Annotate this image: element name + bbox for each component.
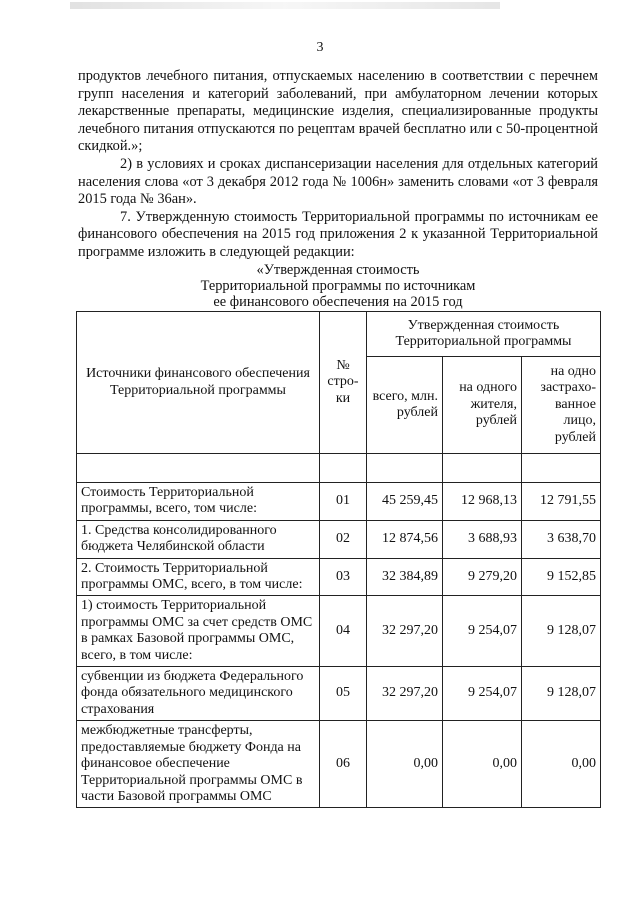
header-per-resident: на одного жителя, рублей <box>443 357 522 454</box>
row-per-insured: 0,00 <box>522 721 601 808</box>
paragraph-item-7: 7. Утвержденную стоимость Территориальной программы по источникам ее финансового обеспечения на 2015 год приложения 2 к указанной Территориальной программе изложить в следующей редакции: <box>78 208 598 260</box>
row-per-resident: 9 254,07 <box>443 667 522 721</box>
row-name: 2. Стоимость Территориальной программы ОМС, всего, в том числе: <box>77 558 320 596</box>
row-per-resident: 9 254,07 <box>443 596 522 667</box>
table-caption-line-2: Территориальной программы по источникам <box>200 277 476 294</box>
row-total: 32 297,20 <box>367 596 443 667</box>
table-row <box>77 520 601 558</box>
row-per-insured: 9 128,07 <box>522 667 601 721</box>
row-number: 01 <box>320 483 367 521</box>
row-per-resident: 0,00 <box>443 721 522 808</box>
row-total: 32 384,89 <box>367 558 443 596</box>
row-number: 02 <box>320 520 367 558</box>
table-row <box>77 667 601 721</box>
row-total: 0,00 <box>367 721 443 808</box>
scan-artifact <box>70 2 500 9</box>
table-gap <box>77 454 601 483</box>
document-body <box>78 68 598 311</box>
header-approved-cost: Утвержденная стоимость Территориальной программы <box>367 312 601 357</box>
row-name: 1. Средства консолидированного бюджета Челябинской области <box>77 520 320 558</box>
table-row <box>77 596 601 667</box>
row-per-insured: 12 791,55 <box>522 483 601 521</box>
financing-table <box>76 311 601 808</box>
row-number: 05 <box>320 667 367 721</box>
table-row <box>77 558 601 596</box>
header-source: Источники финансового обеспечения Территориальной программы <box>77 312 320 454</box>
paragraph-item-2: 2) в условиях и сроках диспансеризации населения для отдельных категорий населения слова «от 3 декабря 2012 года № 1006н» заменить словами «от 3 февраля 2015 года № 36ан». <box>78 155 598 208</box>
row-per-resident: 3 688,93 <box>443 520 522 558</box>
header-row-number: № стро- ки <box>320 312 367 454</box>
row-name: межбюджетные трансферты, предоставляемые бюджету Фонда на финансовое обеспечение Территориальной программы ОМС в части Базовой программы ОМС <box>77 721 320 808</box>
row-name: 1) стоимость Территориальной программы ОМС за счет средств ОМС в рамках Базовой программы ОМС, всего, в том числе: <box>77 596 320 667</box>
paragraph-continued: продуктов лечебного питания, отпускаемых населению в соответствии с перечнем групп населения и категорий заболеваний, при амбулаторном лечении которых лекарственные препараты, медицинские изделия, специализированные продукты лечебного питания отпускаются по рецептам врачей бесплатно или с 50-процентной скидкой.»; <box>78 68 598 155</box>
row-name: Стоимость Территориальной программы, всего, том числе: <box>77 483 320 521</box>
table-row <box>77 721 601 808</box>
row-per-insured: 9 128,07 <box>522 596 601 667</box>
row-number: 03 <box>320 558 367 596</box>
table-caption-line-1: «Утвержденная стоимость <box>256 261 420 278</box>
header-per-insured: на одно застрахо- ванное лицо, рублей <box>522 357 601 454</box>
row-per-resident: 9 279,20 <box>443 558 522 596</box>
row-number: 04 <box>320 596 367 667</box>
page-number: 3 <box>316 40 324 55</box>
row-per-insured: 9 152,85 <box>522 558 601 596</box>
table-caption-line-3: ее финансового обеспечения на 2015 год <box>213 294 463 311</box>
table-row <box>77 483 601 521</box>
row-number: 06 <box>320 721 367 808</box>
header-total: всего, млн. рублей <box>367 357 443 454</box>
row-name: субвенции из бюджета Федерального фонда обязательного медицинского страхования <box>77 667 320 721</box>
row-total: 32 297,20 <box>367 667 443 721</box>
row-total: 12 874,56 <box>367 520 443 558</box>
row-per-resident: 12 968,13 <box>443 483 522 521</box>
row-per-insured: 3 638,70 <box>522 520 601 558</box>
row-total: 45 259,45 <box>367 483 443 521</box>
table-header-row <box>77 312 601 357</box>
